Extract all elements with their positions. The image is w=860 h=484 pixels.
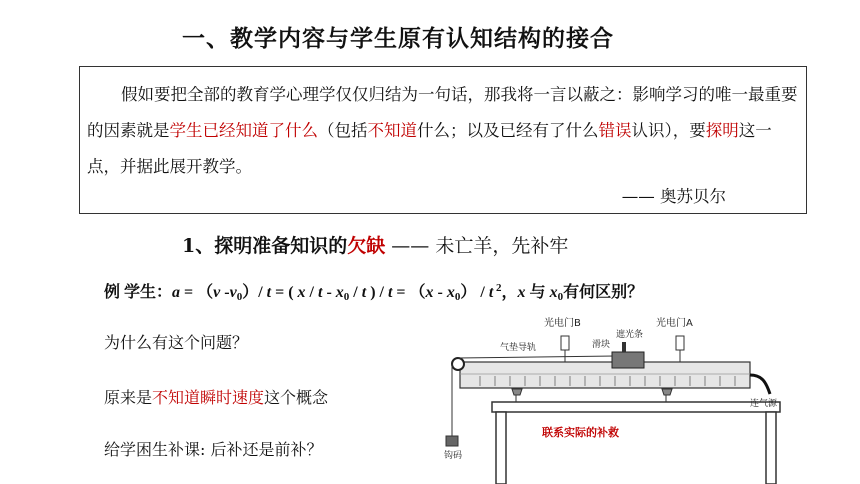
label-air-source: 连气源 <box>750 399 778 409</box>
subscript: 0 <box>343 291 350 303</box>
diagram-caption: 联系实际的补救 <box>542 426 619 439</box>
question-reason <box>104 385 328 408</box>
var: a <box>172 284 181 301</box>
quote-highlight: 错误 <box>598 121 632 140</box>
string <box>458 356 615 358</box>
air-hose <box>750 375 770 394</box>
question-why: 为什么有这个问题？ <box>104 333 249 352</box>
label-track: 气垫导轨 <box>500 343 537 353</box>
support-left <box>512 389 522 402</box>
op: / <box>349 284 362 301</box>
photogate-a <box>676 336 684 350</box>
example-label: 例 学生： <box>104 284 173 301</box>
var: x <box>425 284 434 301</box>
hook-weight <box>446 436 458 446</box>
label-gate-a: 光电门A <box>656 318 693 329</box>
quote-highlight: 学生已经知道了什么 <box>169 121 318 140</box>
example-formula <box>104 279 643 303</box>
op: ) / <box>366 284 388 301</box>
reason-pre: 原来是 <box>104 388 153 407</box>
quote-highlight: 不知道 <box>367 121 417 140</box>
var: x <box>297 284 306 301</box>
table-leg-right <box>766 412 776 484</box>
reason-highlight: 不知道瞬时速度 <box>152 388 265 407</box>
quote-box <box>79 66 807 214</box>
table-leg-left <box>496 412 506 484</box>
section-lead: 1、探明准备知识的 <box>182 235 348 257</box>
var: v <box>229 284 237 301</box>
op: = （ <box>180 284 214 301</box>
var: t <box>488 284 494 301</box>
pulley <box>452 358 464 370</box>
op: ） / <box>460 284 489 301</box>
quote-part: 认识），要 <box>631 121 706 140</box>
var: t <box>387 284 393 301</box>
label-slider: 滑块 <box>592 340 611 350</box>
op: - <box>322 284 336 301</box>
subscript: 0 <box>236 291 243 303</box>
page-title: 一、教学内容与学生原有认知结构的接合 <box>182 25 614 52</box>
quote-part: 这一点，并据此展开教学。 <box>87 121 772 176</box>
op: = ( <box>271 284 298 301</box>
op: ， <box>501 284 518 301</box>
section-heading <box>182 231 568 258</box>
var: t <box>266 284 272 301</box>
quote-attribution: —— 奥苏贝尔 <box>621 187 726 206</box>
op: ）/ <box>242 284 267 301</box>
label-shade: 遮光条 <box>616 330 644 340</box>
reason-post: 这个概念 <box>264 388 329 407</box>
op: - <box>220 284 230 301</box>
example-question: 有何区别？ <box>563 284 644 301</box>
quote-text <box>87 77 803 185</box>
var: x <box>517 284 526 301</box>
quote-part: （包括 <box>318 121 368 140</box>
var: v <box>213 284 221 301</box>
label-weight: 钩码 <box>444 451 463 461</box>
quote-part: 假如要把全部的教育学心理学仅仅归结为一句话，那我将一言以蔽之：影响学习的唯一最重要的因素就是 <box>87 85 798 140</box>
op: = （ <box>392 284 426 301</box>
var: t <box>318 284 323 301</box>
var: x <box>549 284 558 301</box>
op: / <box>305 284 318 301</box>
subscript: 0 <box>557 291 564 303</box>
subscript: 0 <box>454 291 461 303</box>
air-track-diagram <box>440 312 800 484</box>
air-track <box>460 362 750 388</box>
quote-part: 什么；以及已经有了什么 <box>417 121 599 140</box>
label-gate-b: 光电门B <box>544 318 581 329</box>
op: 与 <box>525 284 550 301</box>
quote-highlight: 探明 <box>705 121 739 140</box>
table-top <box>492 402 780 412</box>
superscript: 2 <box>493 282 502 294</box>
section-tail: —— 未亡羊，先补牢 <box>385 235 569 257</box>
slider-block <box>612 352 644 368</box>
var: x <box>446 284 455 301</box>
var: x <box>335 284 344 301</box>
support-right <box>662 389 672 402</box>
op: - <box>433 284 447 301</box>
section-highlight: 欠缺 <box>347 235 386 257</box>
shade-strip <box>622 342 626 352</box>
var: t <box>361 284 367 301</box>
photogate-b <box>561 336 569 350</box>
question-remedial: 给学困生补课: 后补还是前补？ <box>104 440 323 459</box>
